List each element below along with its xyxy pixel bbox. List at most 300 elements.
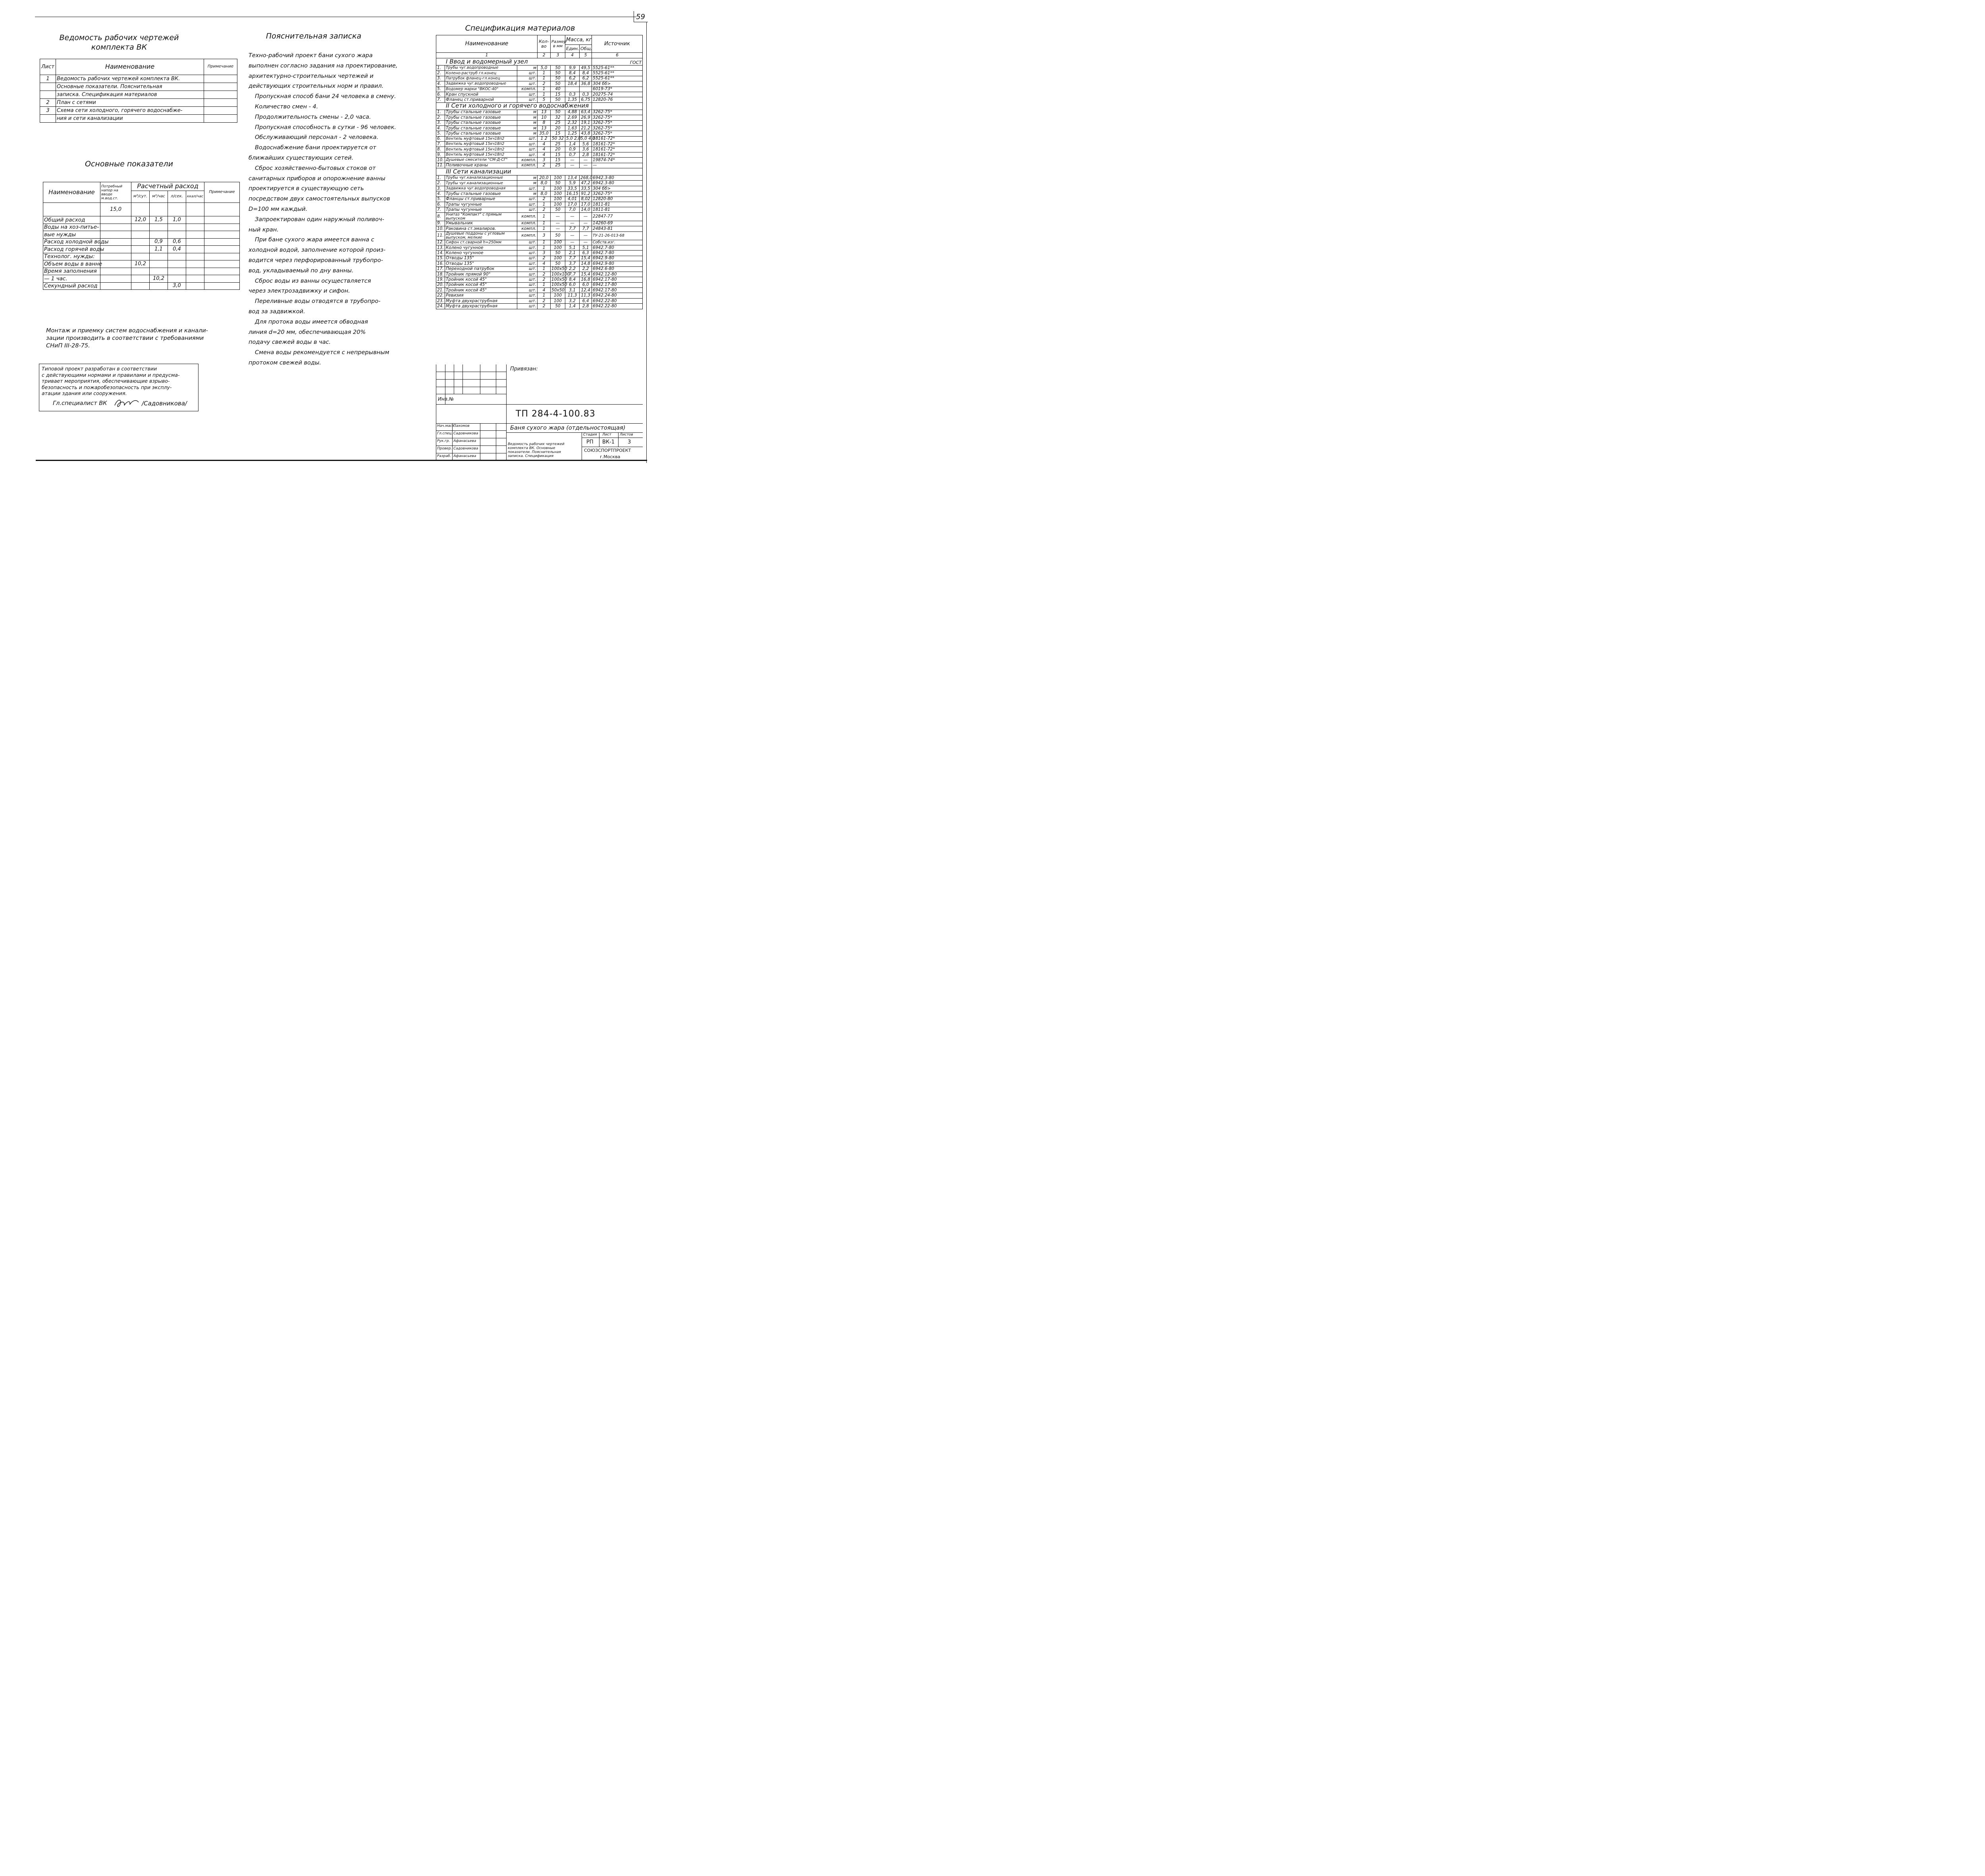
spec-mass-total <box>580 87 592 92</box>
indicator-cell <box>186 203 204 216</box>
spec-size: 25 <box>551 142 565 147</box>
org-city: г.Москва <box>600 454 621 459</box>
indicator-cell <box>100 231 131 239</box>
indicator-cell <box>168 224 186 231</box>
table-row <box>436 125 643 131</box>
sheets-label: Листов <box>620 433 633 437</box>
spec-section-row <box>436 168 643 175</box>
table-row <box>40 107 237 115</box>
spec-source: 3262-75* <box>592 120 643 125</box>
unit-m3-day: м³/сут. <box>131 191 150 203</box>
indicator-cell: 10,2 <box>150 275 168 283</box>
spec-mass-unit: 1,4 <box>565 304 580 309</box>
table-row <box>436 277 643 282</box>
spec-size: 100 <box>551 175 565 181</box>
spec-mass-total: 19,1 <box>580 120 592 125</box>
spec-size: 50 <box>551 97 565 102</box>
spec-source: 22847-77 <box>592 212 643 221</box>
spec-source: 3262-75* <box>592 191 643 197</box>
indicator-cell <box>100 216 131 224</box>
spec-unit: шт. <box>517 266 538 272</box>
spec-name: Унитаз "Компакт" с прямым выпуском <box>445 212 517 221</box>
spec-mass-unit: 3,7 <box>565 261 580 266</box>
spec-mass-total: 15,4 <box>580 272 592 277</box>
drawings-cell: 2 <box>40 99 56 107</box>
spec-mass-total: 2,8 <box>580 152 592 157</box>
spec-qty: 8 <box>538 120 551 125</box>
spec-qty: 2 <box>538 197 551 202</box>
indicator-cell <box>131 268 150 275</box>
spec-size: 100 <box>551 191 565 197</box>
spec-size: 25 <box>551 120 565 125</box>
spec-qty: 3 <box>538 231 551 240</box>
indicator-cell <box>131 238 150 246</box>
spec-mass-total: 7,7 <box>580 226 592 231</box>
spec-name: Душевые поддоны с угловым выпуском, мелкие <box>445 231 517 240</box>
spec-qty: 1 <box>538 92 551 97</box>
table-row <box>436 131 643 136</box>
table-row <box>436 197 643 202</box>
drawings-cell: Схема сети холодного, горячего водоснабже- <box>56 107 204 115</box>
spec-num: 2. <box>436 115 445 120</box>
spec-source: 6942.9-80 <box>592 261 643 266</box>
staff-role: Провер. <box>437 447 452 451</box>
table-row <box>436 304 643 309</box>
spec-name: Отводы 135° <box>445 256 517 261</box>
spec-source: 18161-72* <box>592 142 643 147</box>
staff-role: Рук.гр. <box>437 439 450 443</box>
object-name: Баня сухого жара (отдельностоящая) <box>510 425 626 431</box>
indicator-cell <box>131 282 150 290</box>
indicator-cell: 3,0 <box>168 282 186 290</box>
spec-qty: 1 <box>538 266 551 272</box>
table-row <box>436 115 643 120</box>
spec-source: 304 бб> <box>592 81 643 87</box>
spec-colnum: 5 <box>580 53 592 58</box>
spec-unit: шт. <box>517 197 538 202</box>
drawings-list-title-1: Ведомость рабочих чертежей <box>59 33 179 42</box>
spec-unit: м <box>517 110 538 115</box>
drawings-cell <box>204 91 237 99</box>
spec-qty: 2 <box>538 298 551 303</box>
indicator-cell: 0,4 <box>168 246 186 253</box>
drawings-cell <box>40 83 56 91</box>
spec-num: 9. <box>436 152 445 157</box>
spec-name: Задвижка чуг.водопроводная <box>445 186 517 191</box>
spec-size: 20 <box>551 147 565 152</box>
indicator-cell <box>100 246 131 253</box>
spec-num: 3. <box>436 186 445 191</box>
note-line: архитектурно-строительных чертежей и <box>249 73 374 79</box>
spec-mass-total: 14,0 <box>580 207 592 212</box>
indicator-cell <box>204 216 240 224</box>
spec-name: Фланцы ст.приварные <box>445 197 517 202</box>
spec-mass-unit: 0,3 <box>565 92 580 97</box>
spec-num: 7. <box>436 97 445 102</box>
col-name: Наименование <box>56 59 204 75</box>
spec-unit: компл. <box>517 231 538 240</box>
table-row <box>436 207 643 212</box>
sheet-label: Лист <box>602 433 611 437</box>
note-line: Водоснабжение бани проектируется от <box>255 145 376 151</box>
table-row <box>436 120 643 125</box>
indicator-cell <box>204 260 240 268</box>
spec-qty: 3 <box>538 158 551 163</box>
spec-size: 100 <box>551 293 565 298</box>
note-line: Смена воды рекомендуется с непрерывным <box>255 349 389 356</box>
table-row <box>436 186 643 191</box>
indicator-cell <box>186 231 204 239</box>
spec-mass-total: 5,6 <box>580 142 592 147</box>
spec-gost: ГОСТ <box>592 58 643 66</box>
staff-name: Афанасьева <box>453 454 476 458</box>
drawings-cell: Ведомость рабочих чертежей комплекта ВК. <box>56 75 204 83</box>
drawings-cell: План с сетями <box>56 99 204 107</box>
table-row <box>43 275 240 283</box>
indicator-cell <box>204 268 240 275</box>
indicator-cell <box>204 282 240 290</box>
spec-name: Тройник косой 45° <box>445 282 517 287</box>
spec-unit: м <box>517 181 538 186</box>
approval-stamp <box>39 364 198 411</box>
spec-mass-total: — <box>580 231 592 240</box>
table-row <box>436 110 643 115</box>
spec-size: 32 <box>551 115 565 120</box>
spec-qty: 13 <box>538 125 551 131</box>
spec-source: 6942.7-80 <box>592 251 643 256</box>
spec-name: Колено чугунное <box>445 245 517 250</box>
spec-unit: м <box>517 175 538 181</box>
spec-size: — <box>551 221 565 226</box>
spec-num: 4. <box>436 81 445 87</box>
spec-num: 18. <box>436 272 445 277</box>
note-line: Для протока воды имеется обводная <box>255 318 368 325</box>
note-line: вод за задвижкой. <box>249 308 305 315</box>
spec-source: 12820-80 <box>592 197 643 202</box>
desc-line: комплекта ВК. Основные <box>508 446 555 450</box>
spec-name: Поливочные краны <box>445 163 517 168</box>
table-row <box>43 224 240 231</box>
stamp-line: безопасность и пожаробезопасность при эксплу- <box>42 384 172 390</box>
spec-section-title: I Ввод и водомерный узел <box>436 58 592 66</box>
spec-source: 6942.17-80 <box>592 277 643 282</box>
drawings-cell <box>204 75 237 83</box>
spec-size: 100 <box>551 186 565 191</box>
table-row <box>436 221 643 226</box>
spec-source: 18161-72* <box>592 147 643 152</box>
spec-mass-unit: 6,2 <box>565 76 580 81</box>
indicator-cell: 15,0 <box>100 203 131 216</box>
spec-head-source: Источник <box>592 35 643 53</box>
spec-size: 100 <box>551 202 565 207</box>
spec-unit: компл. <box>517 87 538 92</box>
table-row <box>436 245 643 250</box>
ind-head-calc: Расчетный расход <box>131 182 204 191</box>
spec-size: 50 <box>551 71 565 76</box>
spec-unit: шт. <box>517 136 538 141</box>
spec-size: 15 <box>551 158 565 163</box>
indicator-cell <box>204 231 240 239</box>
spec-mass-total: — <box>580 221 592 226</box>
table-row <box>40 91 237 99</box>
spec-qty: 1 <box>538 76 551 81</box>
spec-size: 50 <box>551 231 565 240</box>
spec-unit: шт. <box>517 256 538 261</box>
spec-mass-unit: 4,88 <box>565 110 580 115</box>
indicator-cell <box>168 253 186 260</box>
table-row <box>436 87 643 92</box>
spec-name: Трубы стальные газовые <box>445 110 517 115</box>
spec-qty: 2 <box>538 272 551 277</box>
spec-section-row <box>436 102 643 110</box>
spec-unit: компл. <box>517 212 538 221</box>
note-line: водится через перфорированный трубопро- <box>249 257 383 264</box>
note-line: Обслуживающий персонал - 2 человека. <box>255 134 379 141</box>
spec-size: 25 <box>551 163 565 168</box>
spec-num: 2. <box>436 71 445 76</box>
table-row <box>43 282 240 290</box>
spec-unit: компл. <box>517 158 538 163</box>
indicator-cell: 1,1 <box>150 246 168 253</box>
note-line: Запроектирован один наружный поливоч- <box>255 216 384 223</box>
indicator-cell <box>204 203 240 216</box>
stage-value: РП <box>586 439 594 445</box>
spec-unit: шт. <box>517 282 538 287</box>
table-row <box>43 216 240 224</box>
spec-source: 6942.17-80 <box>592 288 643 293</box>
indicator-cell <box>100 275 131 283</box>
note-line: действующих строительных норм и правил. <box>249 83 384 90</box>
indicator-cell: Объем воды в ванне <box>43 260 100 268</box>
table-row <box>436 202 643 207</box>
indicator-cell <box>186 253 204 260</box>
table-row <box>436 282 643 287</box>
staff-name: Садовникова <box>453 432 478 436</box>
drawings-cell <box>204 115 237 123</box>
spec-size: 100 <box>551 240 565 245</box>
spec-qty: 1 <box>538 87 551 92</box>
spec-source: 6942.6-80 <box>592 266 643 272</box>
sheet-description <box>508 442 565 458</box>
spec-name: Отводы 135° <box>445 261 517 266</box>
indicator-cell <box>150 282 168 290</box>
spec-mass-total: 0,3 <box>580 92 592 97</box>
spec-name: Трубы чуг.канализационные <box>445 181 517 186</box>
indicator-cell <box>186 238 204 246</box>
spec-name: Трубы стальные газовые <box>445 131 517 136</box>
spec-size: 50x50 <box>551 288 565 293</box>
table-row <box>436 256 643 261</box>
spec-source: 1811-81 <box>592 207 643 212</box>
install-note <box>46 327 208 350</box>
sheet-value: ВК-1 <box>602 439 615 445</box>
spec-mass-total: 6,2 <box>580 76 592 81</box>
spec-mass-total: 36,8 <box>580 81 592 87</box>
spec-size: 50 32 <box>551 136 565 141</box>
indicator-cell <box>186 224 204 231</box>
spec-name: Муфта двухраструбная <box>445 304 517 309</box>
indicator-cell: Расход холодной воды <box>43 238 100 246</box>
spec-size: — <box>551 212 565 221</box>
spec-qty: 35,0 <box>538 131 551 136</box>
drawings-cell: записка. Спецификация материалов <box>56 91 204 99</box>
stamp-line: атации здания или сооружения. <box>42 390 127 396</box>
spec-name: Кран спускной <box>445 92 517 97</box>
spec-mass-unit: 0,9 <box>565 147 580 152</box>
note-line: выполнен согласно задания на проектирование, <box>249 62 398 69</box>
indicator-cell: Воды на хоз-питье- <box>43 224 100 231</box>
table-row <box>43 203 240 216</box>
spec-table <box>436 35 643 309</box>
spec-num: 1. <box>436 110 445 115</box>
spec-qty: 2 <box>538 256 551 261</box>
spec-size: 100 <box>551 245 565 250</box>
table-row <box>436 136 643 141</box>
spec-size: 100 <box>551 197 565 202</box>
spec-size: 50 <box>551 110 565 115</box>
spec-name: Задвижка чуг.водопроводные <box>445 81 517 87</box>
spec-num: 14. <box>436 251 445 256</box>
spec-mass-unit: 2,2 <box>565 266 580 272</box>
indicator-cell <box>100 268 131 275</box>
spec-num: 7. <box>436 142 445 147</box>
spec-mass-total: — <box>580 158 592 163</box>
spec-section-title: II Сети холодного и горячего водоснабжения <box>436 102 592 110</box>
table-row <box>436 240 643 245</box>
spec-unit: шт. <box>517 277 538 282</box>
spec-name: Раковина ст.эмалиров. <box>445 226 517 231</box>
spec-unit: шт. <box>517 92 538 97</box>
stage-label: Стадия <box>583 433 597 437</box>
org-name: СОЮЗСПОРТПРОЕКТ <box>584 448 631 453</box>
indicator-cell: Технолог. нужды: <box>43 253 100 260</box>
spec-source: 19874-74* <box>592 158 643 163</box>
spec-unit: шт. <box>517 97 538 102</box>
spec-num: 8. <box>436 147 445 152</box>
spec-mass-unit: 1,25 <box>565 131 580 136</box>
table-row <box>436 152 643 157</box>
spec-mass-unit: 7,7 <box>565 226 580 231</box>
spec-name: Душевые смесители "СМ-Д-СГ" <box>445 158 517 163</box>
table-row <box>40 75 237 83</box>
table-row <box>436 71 643 76</box>
indicator-cell: 0,9 <box>150 238 168 246</box>
spec-unit: шт. <box>517 293 538 298</box>
spec-num: 3. <box>436 120 445 125</box>
spec-name: Водомер марки "ВКОС-40" <box>445 87 517 92</box>
spec-mass-total: 6,3 <box>580 251 592 256</box>
spec-size: 50 <box>551 261 565 266</box>
spec-head-mass: Масса, кг <box>565 35 592 45</box>
spec-mass-total: 17,0 <box>580 202 592 207</box>
spec-num: 12. <box>436 240 445 245</box>
table-row <box>436 142 643 147</box>
spec-source: 6942.22-80 <box>592 304 643 309</box>
spec-name: Трубы чуг.канализационные <box>445 175 517 181</box>
spec-num: 16. <box>436 261 445 266</box>
spec-mass-total: 26,9 <box>580 115 592 120</box>
col-note: Примечание <box>204 59 237 75</box>
drawings-cell <box>40 115 56 123</box>
spec-num: 22. <box>436 293 445 298</box>
spec-qty: 2 <box>538 207 551 212</box>
indicator-cell <box>131 246 150 253</box>
spec-num: 5. <box>436 131 445 136</box>
table-row <box>43 238 240 246</box>
spec-mass-total: 12,4 <box>580 288 592 293</box>
spec-name: Муфта двухраструбная <box>445 298 517 303</box>
spec-source: 3262-75* <box>592 110 643 115</box>
indicator-cell <box>43 203 100 216</box>
indicator-cell <box>186 282 204 290</box>
spec-name: Фланец ст.приварной <box>445 97 517 102</box>
spec-name: Патрубок фланец-гл.конец <box>445 76 517 81</box>
table-row <box>436 66 643 71</box>
spec-qty: 13 <box>538 110 551 115</box>
col-sheet: Лист <box>40 59 56 75</box>
spec-name: Ревизия <box>445 293 517 298</box>
spec-source: 1811-81 <box>592 202 643 207</box>
indicator-cell <box>204 224 240 231</box>
spec-unit: шт. <box>517 304 538 309</box>
spec-source: 5525-61** <box>592 76 643 81</box>
spec-head-total: Общ. <box>580 45 592 53</box>
explanatory-text <box>249 51 423 368</box>
spec-num: 8. <box>436 212 445 221</box>
spec-name: Сифон ст.сварной h=250мм <box>445 240 517 245</box>
indicator-cell: 10,2 <box>131 260 150 268</box>
spec-mass-unit: 1,4 <box>565 142 580 147</box>
spec-mass-unit: 0,7 <box>565 152 580 157</box>
spec-qty: 20,0 <box>538 175 551 181</box>
drawings-cell <box>40 91 56 99</box>
spec-source: 6019-73* <box>592 87 643 92</box>
note-line: через электрозадвижку и сифон. <box>249 288 350 295</box>
spec-mass-total: 16,8 <box>580 277 592 282</box>
indicator-cell <box>186 260 204 268</box>
spec-qty: 4 <box>538 261 551 266</box>
spec-source: 6942.3-80 <box>592 175 643 181</box>
indicator-cell <box>150 253 168 260</box>
table-row <box>436 251 643 256</box>
table-row <box>436 231 643 240</box>
spec-name: Трапы чугунные <box>445 207 517 212</box>
spec-num: 11. <box>436 163 445 168</box>
table-row <box>43 253 240 260</box>
spec-qty: 4 <box>538 142 551 147</box>
note-line: Количество смен - 4. <box>255 103 318 110</box>
staff-role: Нач.маст. <box>437 424 455 428</box>
spec-unit: шт. <box>517 272 538 277</box>
spec-size: 15 <box>551 152 565 157</box>
spec-mass-unit: 7,7 <box>565 256 580 261</box>
unit-kcal-hour: ккал/час <box>186 191 204 203</box>
spec-name: Переходной патрубок <box>445 266 517 272</box>
spec-source: 5525-61** <box>592 71 643 76</box>
spec-unit: шт. <box>517 240 538 245</box>
install-note-line: зации производить в соответствии с требованиями <box>46 335 204 341</box>
spec-num: 10. <box>436 226 445 231</box>
spec-unit: м <box>517 131 538 136</box>
table-row <box>436 272 643 277</box>
spec-unit: шт. <box>517 261 538 266</box>
spec-mass-unit: 5,1 <box>565 245 580 250</box>
spec-qty: 4 <box>538 288 551 293</box>
spec-num: 4. <box>436 125 445 131</box>
spec-source: 3262-75* <box>592 131 643 136</box>
spec-size: 50 <box>551 251 565 256</box>
note-line: Пропускная способ бани 24 человека в смену. <box>255 93 396 100</box>
